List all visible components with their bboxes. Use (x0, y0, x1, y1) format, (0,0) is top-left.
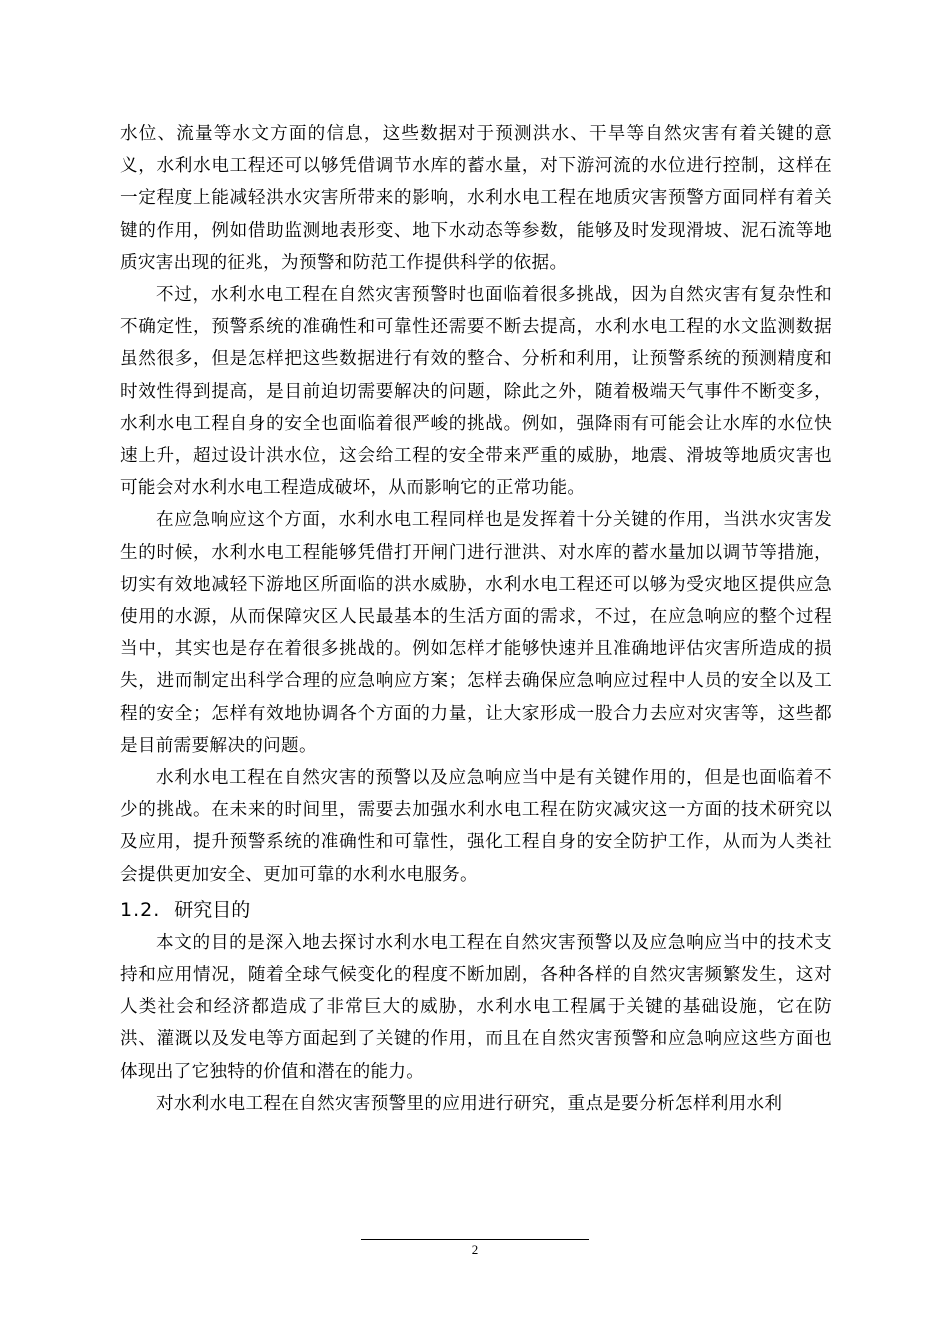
paragraph-research-purpose: 本文的目的是深入地去探讨水利水电工程在自然灾害预警以及应急响应当中的技术支持和应用情况，随着全球气候变化的程度不断加剧，各种各样的自然灾害频繁发生，这对人类社会和经济都造成了非常巨大的威胁，水利水电工程属于关键的基础设施，它在防洪、灌溉以及发电等方面起到了关键的作用，而且在自然灾害预警和应急响应这些方面也体现出了它独特的价值和潜在的能力。 (120, 932, 832, 1082)
section-number: 1.2. (120, 898, 161, 921)
paragraph-hydrology-info: 水位、流量等水文方面的信息，这些数据对于预测洪水、干旱等自然灾害有着关键的意义，水利水电工程还可以够凭借调节水库的蓄水量，对下游河流的水位进行控制，这样在一定程度上能减轻洪水灾害所带来的影响，水利水电工程在地质灾害预警方面同样有着关键的作用，例如借助监测地表形变、地下水动态等参数，能够及时发现滑坡、泥石流等地质灾害出现的征兆，为预警和防范工作提供科学的依据。 (120, 124, 832, 273)
paragraph-research-focus: 对水利水电工程在自然灾害预警里的应用进行研究，重点是要分析怎样利用水利 (156, 1093, 783, 1114)
page-number: 2 (471, 1242, 479, 1257)
section-title: 研究目的 (174, 898, 251, 921)
paragraph-warning-challenges: 不过，水利水电工程在自然灾害预警时也面临着很多挑战，因为自然灾害有复杂性和不确定性，预警系统的准确性和可靠性还需要不断去提高，水利水电工程的水文监测数据虽然很多，但是怎样把这些数据进行有效的整合、分析和利用，让预警系统的预测精度和时效性得到提高，是目前迫切需要解决的问题，除此之外，随着极端天气事件不断变多，水利水电工程自身的安全也面临着很严峻的挑战。例如，强降雨有可能会让水库的水位快速上升，超过设计洪水位，这会给工程的安全带来严重的威胁，地震、滑坡等地质灾害也可能会对水利水电工程造成破坏，从而影响它的正常功能。 (120, 285, 832, 499)
paragraph-emergency-response: 在应急响应这个方面，水利水电工程同样也是发挥着十分关键的作用，当洪水灾害发生的时候，水利水电工程能够凭借打开闸门进行泄洪、对水库的蓄水量加以调节等措施，切实有效地减轻下游地区所面临的洪水威胁，水利水电工程还可以够为受灾地区提供应急使用的水源，从而保障灾区人民最基本的生活方面的需求，不过，在应急响应的整个过程当中，其实也是存在着很多挑战的。例如怎样才能够快速并且准确地评估灾害所造成的损失，进而制定出科学合理的应急响应方案；怎样去确保应急响应过程中人员的安全以及工程的安全；怎样有效地协调各个方面的力量，让大家形成一股合力去应对灾害等，这些都是目前需要解决的问题。 (120, 510, 832, 756)
document-body (120, 118, 832, 1120)
footer-divider (361, 1239, 589, 1240)
section-heading (120, 895, 832, 925)
paragraph-summary: 水利水电工程在自然灾害的预警以及应急响应当中是有关键作用的，但是也面临着不少的挑战。在未来的时间里，需要去加强水利水电工程在防灾减灾这一方面的技术研究以及应用，提升预警系统的准确性和可靠性，强化工程自身的安全防护工作，从而为人类社会提供更加安全、更加可靠的水利水电服务。 (120, 768, 832, 885)
